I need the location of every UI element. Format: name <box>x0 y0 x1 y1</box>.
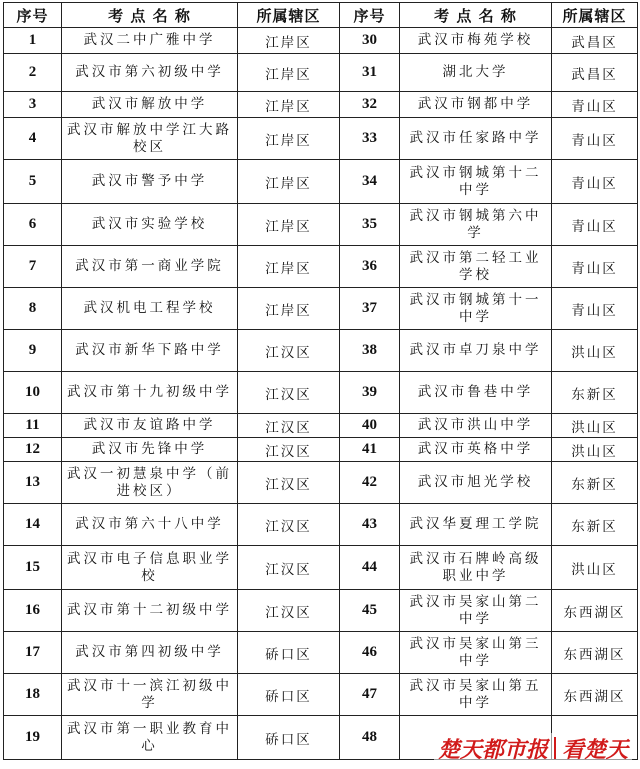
district-left: 江汉区 <box>238 438 340 462</box>
row-number-left: 17 <box>4 632 62 674</box>
row-number-right: 34 <box>340 160 400 204</box>
district-left: 江汉区 <box>238 546 340 590</box>
exam-site-name-left: 武汉市第六初级中学 <box>62 54 238 92</box>
row-number-right: 36 <box>340 246 400 288</box>
row-number-right: 31 <box>340 54 400 92</box>
exam-site-name-right: 武汉华夏理工学院 <box>400 504 552 546</box>
row-number-right: 46 <box>340 632 400 674</box>
district-right: 东西湖区 <box>552 632 638 674</box>
table-row <box>4 204 638 246</box>
exam-site-name-right: 武汉市钢都中学 <box>400 92 552 118</box>
table-row <box>4 546 638 590</box>
exam-site-name-right: 武汉市第二轻工业学校 <box>400 246 552 288</box>
district-left: 硚口区 <box>238 632 340 674</box>
table-row <box>4 330 638 372</box>
row-number-left: 16 <box>4 590 62 632</box>
row-number-left: 15 <box>4 546 62 590</box>
row-number-right: 38 <box>340 330 400 372</box>
row-number-right: 48 <box>340 716 400 760</box>
header-no-left: 序号 <box>4 3 62 28</box>
row-number-left: 11 <box>4 414 62 438</box>
row-number-right: 42 <box>340 462 400 504</box>
row-number-right: 44 <box>340 546 400 590</box>
table-row <box>4 160 638 204</box>
row-number-right: 37 <box>340 288 400 330</box>
row-number-left: 14 <box>4 504 62 546</box>
exam-site-name-right: 武汉市吴家山第二中学 <box>400 590 552 632</box>
district-left: 硚口区 <box>238 716 340 760</box>
exam-site-name-left: 武汉市第四初级中学 <box>62 632 238 674</box>
exam-site-name-right: 武汉市吴家山第三中学 <box>400 632 552 674</box>
district-left: 江岸区 <box>238 160 340 204</box>
row-number-right: 40 <box>340 414 400 438</box>
table-row <box>4 414 638 438</box>
district-right: 东新区 <box>552 462 638 504</box>
exam-site-name-left: 武汉市实验学校 <box>62 204 238 246</box>
exam-site-name-right: 武汉市钢城第十二中学 <box>400 160 552 204</box>
row-number-left: 10 <box>4 372 62 414</box>
exam-site-name-left: 武汉二中广雅中学 <box>62 28 238 54</box>
row-number-left: 2 <box>4 54 62 92</box>
exam-site-name-left: 武汉市解放中学江大路校区 <box>62 118 238 160</box>
exam-site-table <box>3 2 638 760</box>
district-left: 江汉区 <box>238 504 340 546</box>
district-right: 东西湖区 <box>552 674 638 716</box>
exam-site-name-left: 武汉市友谊路中学 <box>62 414 238 438</box>
table-row <box>4 674 638 716</box>
header-no-right: 序号 <box>340 3 400 28</box>
district-right: 青山区 <box>552 118 638 160</box>
watermark-left-text: 楚天都市报 <box>437 736 548 763</box>
exam-site-name-left: 武汉一初慧泉中学（前进校区） <box>62 462 238 504</box>
row-number-left: 7 <box>4 246 62 288</box>
exam-site-name-right: 武汉市梅苑学校 <box>400 28 552 54</box>
district-right: 武昌区 <box>552 28 638 54</box>
table-row <box>4 246 638 288</box>
exam-site-name-left: 武汉市先锋中学 <box>62 438 238 462</box>
header-name-left: 考 点 名 称 <box>62 3 238 28</box>
district-right: 东新区 <box>552 372 638 414</box>
district-right: 洪山区 <box>552 438 638 462</box>
district-left: 江岸区 <box>238 28 340 54</box>
exam-site-name-right: 武汉市任家路中学 <box>400 118 552 160</box>
row-number-left: 9 <box>4 330 62 372</box>
row-number-right: 39 <box>340 372 400 414</box>
table-row <box>4 92 638 118</box>
exam-site-name-right: 武汉市鲁巷中学 <box>400 372 552 414</box>
exam-site-name-right: 武汉市英格中学 <box>400 438 552 462</box>
exam-site-name-right: 湖北大学 <box>400 54 552 92</box>
row-number-left: 6 <box>4 204 62 246</box>
district-left: 江汉区 <box>238 372 340 414</box>
row-number-left: 12 <box>4 438 62 462</box>
exam-site-name-right: 武汉市卓刀泉中学 <box>400 330 552 372</box>
row-number-left: 18 <box>4 674 62 716</box>
row-number-left: 13 <box>4 462 62 504</box>
table-row <box>4 28 638 54</box>
exam-site-name-left: 武汉市第一商业学院 <box>62 246 238 288</box>
district-right: 青山区 <box>552 160 638 204</box>
exam-site-name-left: 武汉市十一滨江初级中学 <box>62 674 238 716</box>
table-row <box>4 372 638 414</box>
header-district-right: 所属辖区 <box>552 3 638 28</box>
row-number-right: 35 <box>340 204 400 246</box>
table-row <box>4 118 638 160</box>
exam-site-name-left: 武汉市第十九初级中学 <box>62 372 238 414</box>
row-number-left: 1 <box>4 28 62 54</box>
table-row <box>4 632 638 674</box>
district-left: 江汉区 <box>238 462 340 504</box>
district-right: 青山区 <box>552 92 638 118</box>
district-right: 青山区 <box>552 246 638 288</box>
district-left: 江汉区 <box>238 330 340 372</box>
row-number-left: 5 <box>4 160 62 204</box>
row-number-left: 8 <box>4 288 62 330</box>
exam-site-name-left: 武汉市电子信息职业学校 <box>62 546 238 590</box>
exam-site-name-left: 武汉机电工程学校 <box>62 288 238 330</box>
table-row <box>4 54 638 92</box>
table-row <box>4 504 638 546</box>
district-right: 洪山区 <box>552 414 638 438</box>
exam-site-name-left: 武汉市解放中学 <box>62 92 238 118</box>
district-left: 江岸区 <box>238 246 340 288</box>
row-number-right: 32 <box>340 92 400 118</box>
row-number-right: 30 <box>340 28 400 54</box>
district-right: 洪山区 <box>552 330 638 372</box>
district-right: 东新区 <box>552 504 638 546</box>
district-right: 武昌区 <box>552 54 638 92</box>
header-district-left: 所属辖区 <box>238 3 340 28</box>
district-left: 江岸区 <box>238 204 340 246</box>
row-number-right: 47 <box>340 674 400 716</box>
watermark-right-text: 看楚天 <box>561 736 628 763</box>
watermark-divider <box>554 737 556 759</box>
district-right: 青山区 <box>552 288 638 330</box>
table-body <box>4 28 638 760</box>
row-number-right: 45 <box>340 590 400 632</box>
row-number-right: 43 <box>340 504 400 546</box>
district-left: 江岸区 <box>238 92 340 118</box>
district-left: 江汉区 <box>238 590 340 632</box>
header-row <box>4 3 638 28</box>
table-row <box>4 288 638 330</box>
table-row <box>4 590 638 632</box>
row-number-left: 4 <box>4 118 62 160</box>
exam-site-name-right: 武汉市钢城第十一中学 <box>400 288 552 330</box>
exam-site-name-right: 武汉市石牌岭高级职业中学 <box>400 546 552 590</box>
table-row <box>4 438 638 462</box>
exam-site-name-left: 武汉市第一职业教育中心 <box>62 716 238 760</box>
exam-site-name-left: 武汉市新华下路中学 <box>62 330 238 372</box>
district-left: 硚口区 <box>238 674 340 716</box>
exam-site-name-left: 武汉市警予中学 <box>62 160 238 204</box>
row-number-left: 19 <box>4 716 62 760</box>
district-right: 青山区 <box>552 204 638 246</box>
exam-site-name-left: 武汉市第十二初级中学 <box>62 590 238 632</box>
newspaper-watermark <box>434 733 632 763</box>
header-name-right: 考 点 名 称 <box>400 3 552 28</box>
exam-site-name-right: 武汉市吴家山第五中学 <box>400 674 552 716</box>
exam-site-name-right: 武汉市钢城第六中学 <box>400 204 552 246</box>
table-row <box>4 462 638 504</box>
district-right: 东西湖区 <box>552 590 638 632</box>
district-left: 江岸区 <box>238 118 340 160</box>
district-left: 江岸区 <box>238 288 340 330</box>
row-number-right: 33 <box>340 118 400 160</box>
district-left: 江汉区 <box>238 414 340 438</box>
row-number-right: 41 <box>340 438 400 462</box>
exam-site-name-right: 武汉市旭光学校 <box>400 462 552 504</box>
row-number-left: 3 <box>4 92 62 118</box>
district-right: 洪山区 <box>552 546 638 590</box>
exam-site-name-left: 武汉市第六十八中学 <box>62 504 238 546</box>
exam-site-name-right: 武汉市洪山中学 <box>400 414 552 438</box>
district-left: 江岸区 <box>238 54 340 92</box>
